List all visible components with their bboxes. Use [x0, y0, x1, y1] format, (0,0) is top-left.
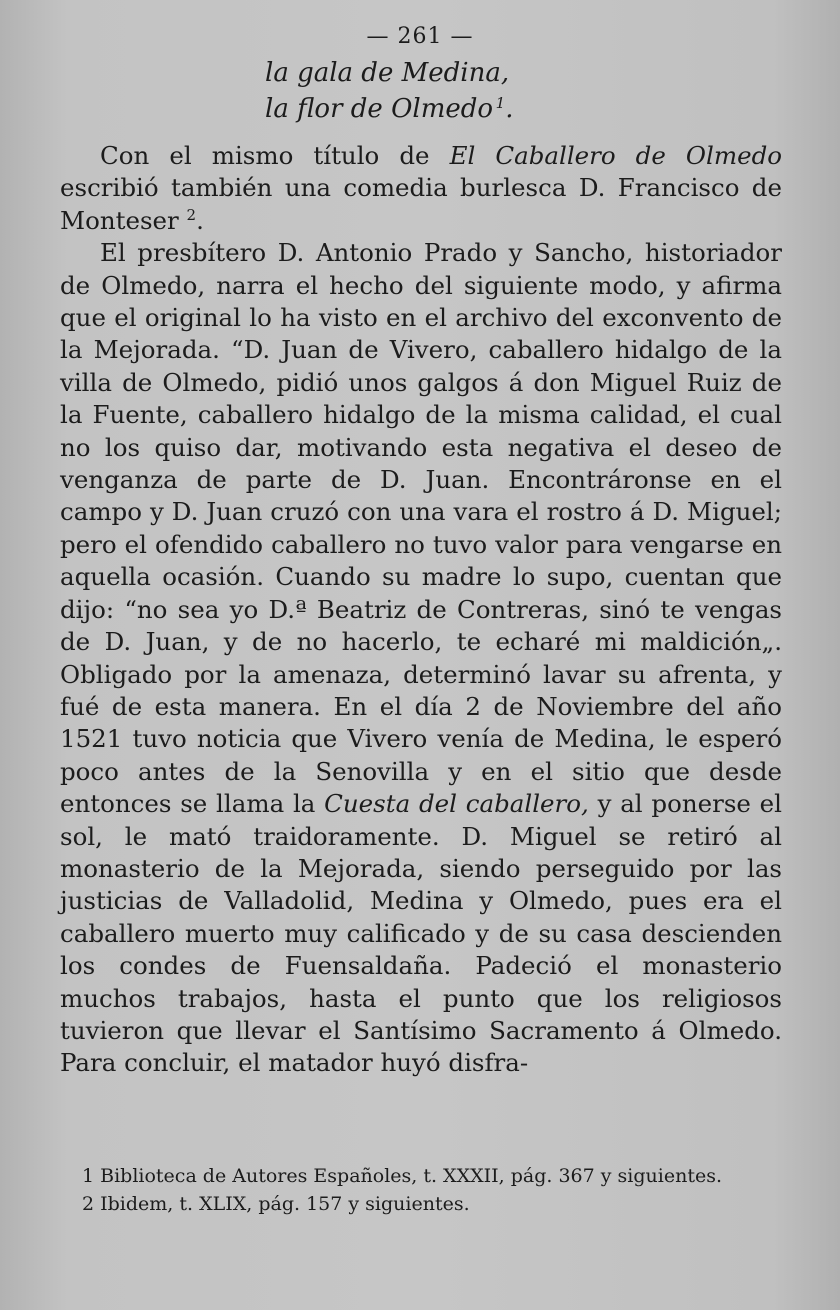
- footnote-1: 1 Biblioteca de Autores Españoles, t. XXXII, pág. 367 y siguientes.: [82, 1165, 722, 1187]
- verse-line-2-text: la flor de Olmedo: [265, 94, 494, 124]
- place-name: Cuesta del caballero,: [324, 789, 589, 819]
- paragraph-2-part-b: y al ponerse el sol, le mató traidoramente. D. Miguel se retiró al monasterio de la Mejorada, siendo perseguido por las justicias de Valladolid, Medina y Olmedo, pues era el caballero muerto muy calificado y de su casa descienden los condes de Fuensaldaña. Padeció el monasterio muchos trabajos, hasta el punto que los religiosos tuvieron que llevar el Santísimo Sacramento á Olmedo. Para concluir, el matador huyó disfra-: [60, 789, 783, 1078]
- body-text: [60, 140, 782, 1080]
- paragraph-1-part-b: escribió también una comedia burlesca D. Francisco de Monteser: [60, 173, 782, 235]
- footnote-ref-2: 2: [186, 205, 197, 224]
- verse-line-1: la gala de Medina,: [265, 58, 510, 88]
- paragraph-2-part-a: El presbítero D. Antonio Prado y Sancho, historiador de Olmedo, narra el hecho del siguiente modo, y afirma que el original lo ha visto en el archivo del exconvento de la Mejorada. “D. Juan de Vivero, caballero hidalgo de la villa de Olmedo, pidió unos galgos á don Miguel Ruiz de la Fuente, caballero hidalgo de la misma calidad, el cual no los quiso dar, motivando esta negativa el deseo de venganza de parte de D. Juan. Encontráronse en el campo y D. Juan cruzó con una vara el rostro á D. Miguel; pero el ofendido caballero no tuvo valor para vengarse en aquella ocasión. Cuando su madre lo supo, cuentan que dijo: “no sea yo D.ª Beatriz de Contreras, sinó te vengas de D. Juan, y de no hacerlo, te echaré mi maldición„. Obligado por la amenaza, determinó lavar su afrenta, y fué de esta manera. En el día 2 de Noviembre del año 1521 tuvo noticia que Vivero venía de Medina, le esperó poco antes de la Senovilla y en el sitio que desde entonces se llama la: [60, 238, 782, 819]
- paragraph-1-part-a: Con el mismo título de: [100, 141, 450, 170]
- footnotes: [60, 1162, 782, 1218]
- work-title: El Caballero de Olmedo: [449, 141, 782, 170]
- verse-line-2: [265, 94, 513, 124]
- paragraph-1: [60, 140, 782, 237]
- paragraph-1-end: .: [196, 205, 204, 235]
- paragraph-2: [60, 237, 782, 1080]
- footnote-2: 2 Ibidem, t. XLIX, pág. 157 y siguientes.: [82, 1193, 470, 1215]
- verse-line-2-end: .: [505, 94, 514, 124]
- page-number: — 261 —: [366, 24, 474, 49]
- footnote-ref-1: 1: [495, 94, 506, 112]
